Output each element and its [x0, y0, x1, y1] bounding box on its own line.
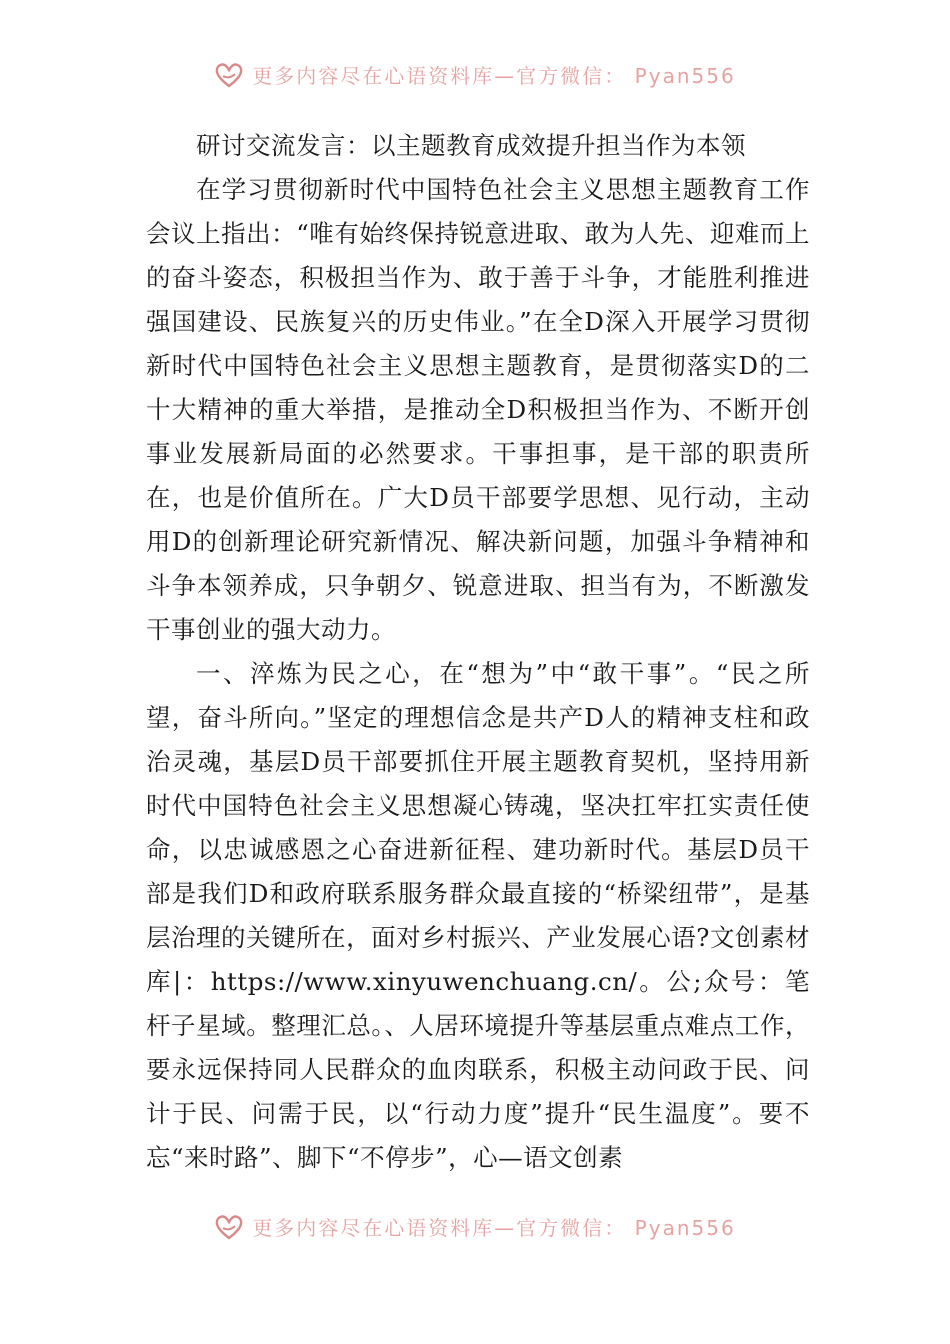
heart-logo-icon [214, 1214, 244, 1240]
header-watermark-banner [0, 52, 950, 88]
document-title: 研讨交流发言：以主题教育成效提升担当作为本领 [196, 131, 746, 160]
paragraph-intro: 在学习贯彻新时代中国特色社会主义思想主题教育工作会议上指出：“唯有始终保持锐意进取、敢为人先、迎难而上的奋斗姿态，积极担当作为、敢于善于斗争，才能胜利推进强国建设、民族复兴的历史伟业。”在全D深入开展学习贯彻新时代中国特色社会主义思想主题教育，是贯彻落实D的二十大精神的重大举措，是推动全D积极担当作为、不断开创事业发展新局面的必然要求。干事担事，是干部的职责所在，也是价值所在。广大D员干部要学思想、见行动，主动用D的创新理论研究新情况、解决新问题，加强斗争精神和斗争本领养成，只争朝夕、锐意进取、担当有为，不断激发干事创业的强大动力。 [146, 175, 810, 644]
watermark-text: 更多内容尽在心语资料库—官方微信： Pyan556 [252, 1216, 736, 1240]
heart-logo-icon [214, 62, 244, 88]
watermark-text: 更多内容尽在心语资料库—官方微信： Pyan556 [252, 64, 736, 88]
paragraph-section-one: 一、淬炼为民之心，在“想为”中“敢干事”。“民之所望，奋斗所向。”坚定的理想信念是共产D人的精神支柱和政治灵魂，基层D员干部要抓住开展主题教育契机，坚持用新时代中国特色社会主义思想凝心铸魂，坚决扛牢扛实责任使命，以忠诚感恩之心奋进新征程、建功新时代。基层D员干部是我们D和政府联系服务群众最直接的“桥梁纽带”，是基层治理的关键所在，面对乡村振兴、产业发展心语?文创素材库|：https://www.xinyuwenchuang.cn/。公;众号：笔杆子星域。整理汇总。、人居环境提升等基层重点难点工作，要永远保持同人民群众的血肉联系，积极主动问政于民、问计于民、问需于民，以“行动力度”提升“民生温度”。要不忘“来时路”、脚下“不停步”，心—语文创素 [146, 659, 810, 1172]
document-body [146, 124, 810, 1180]
footer-watermark-banner [0, 1204, 950, 1240]
